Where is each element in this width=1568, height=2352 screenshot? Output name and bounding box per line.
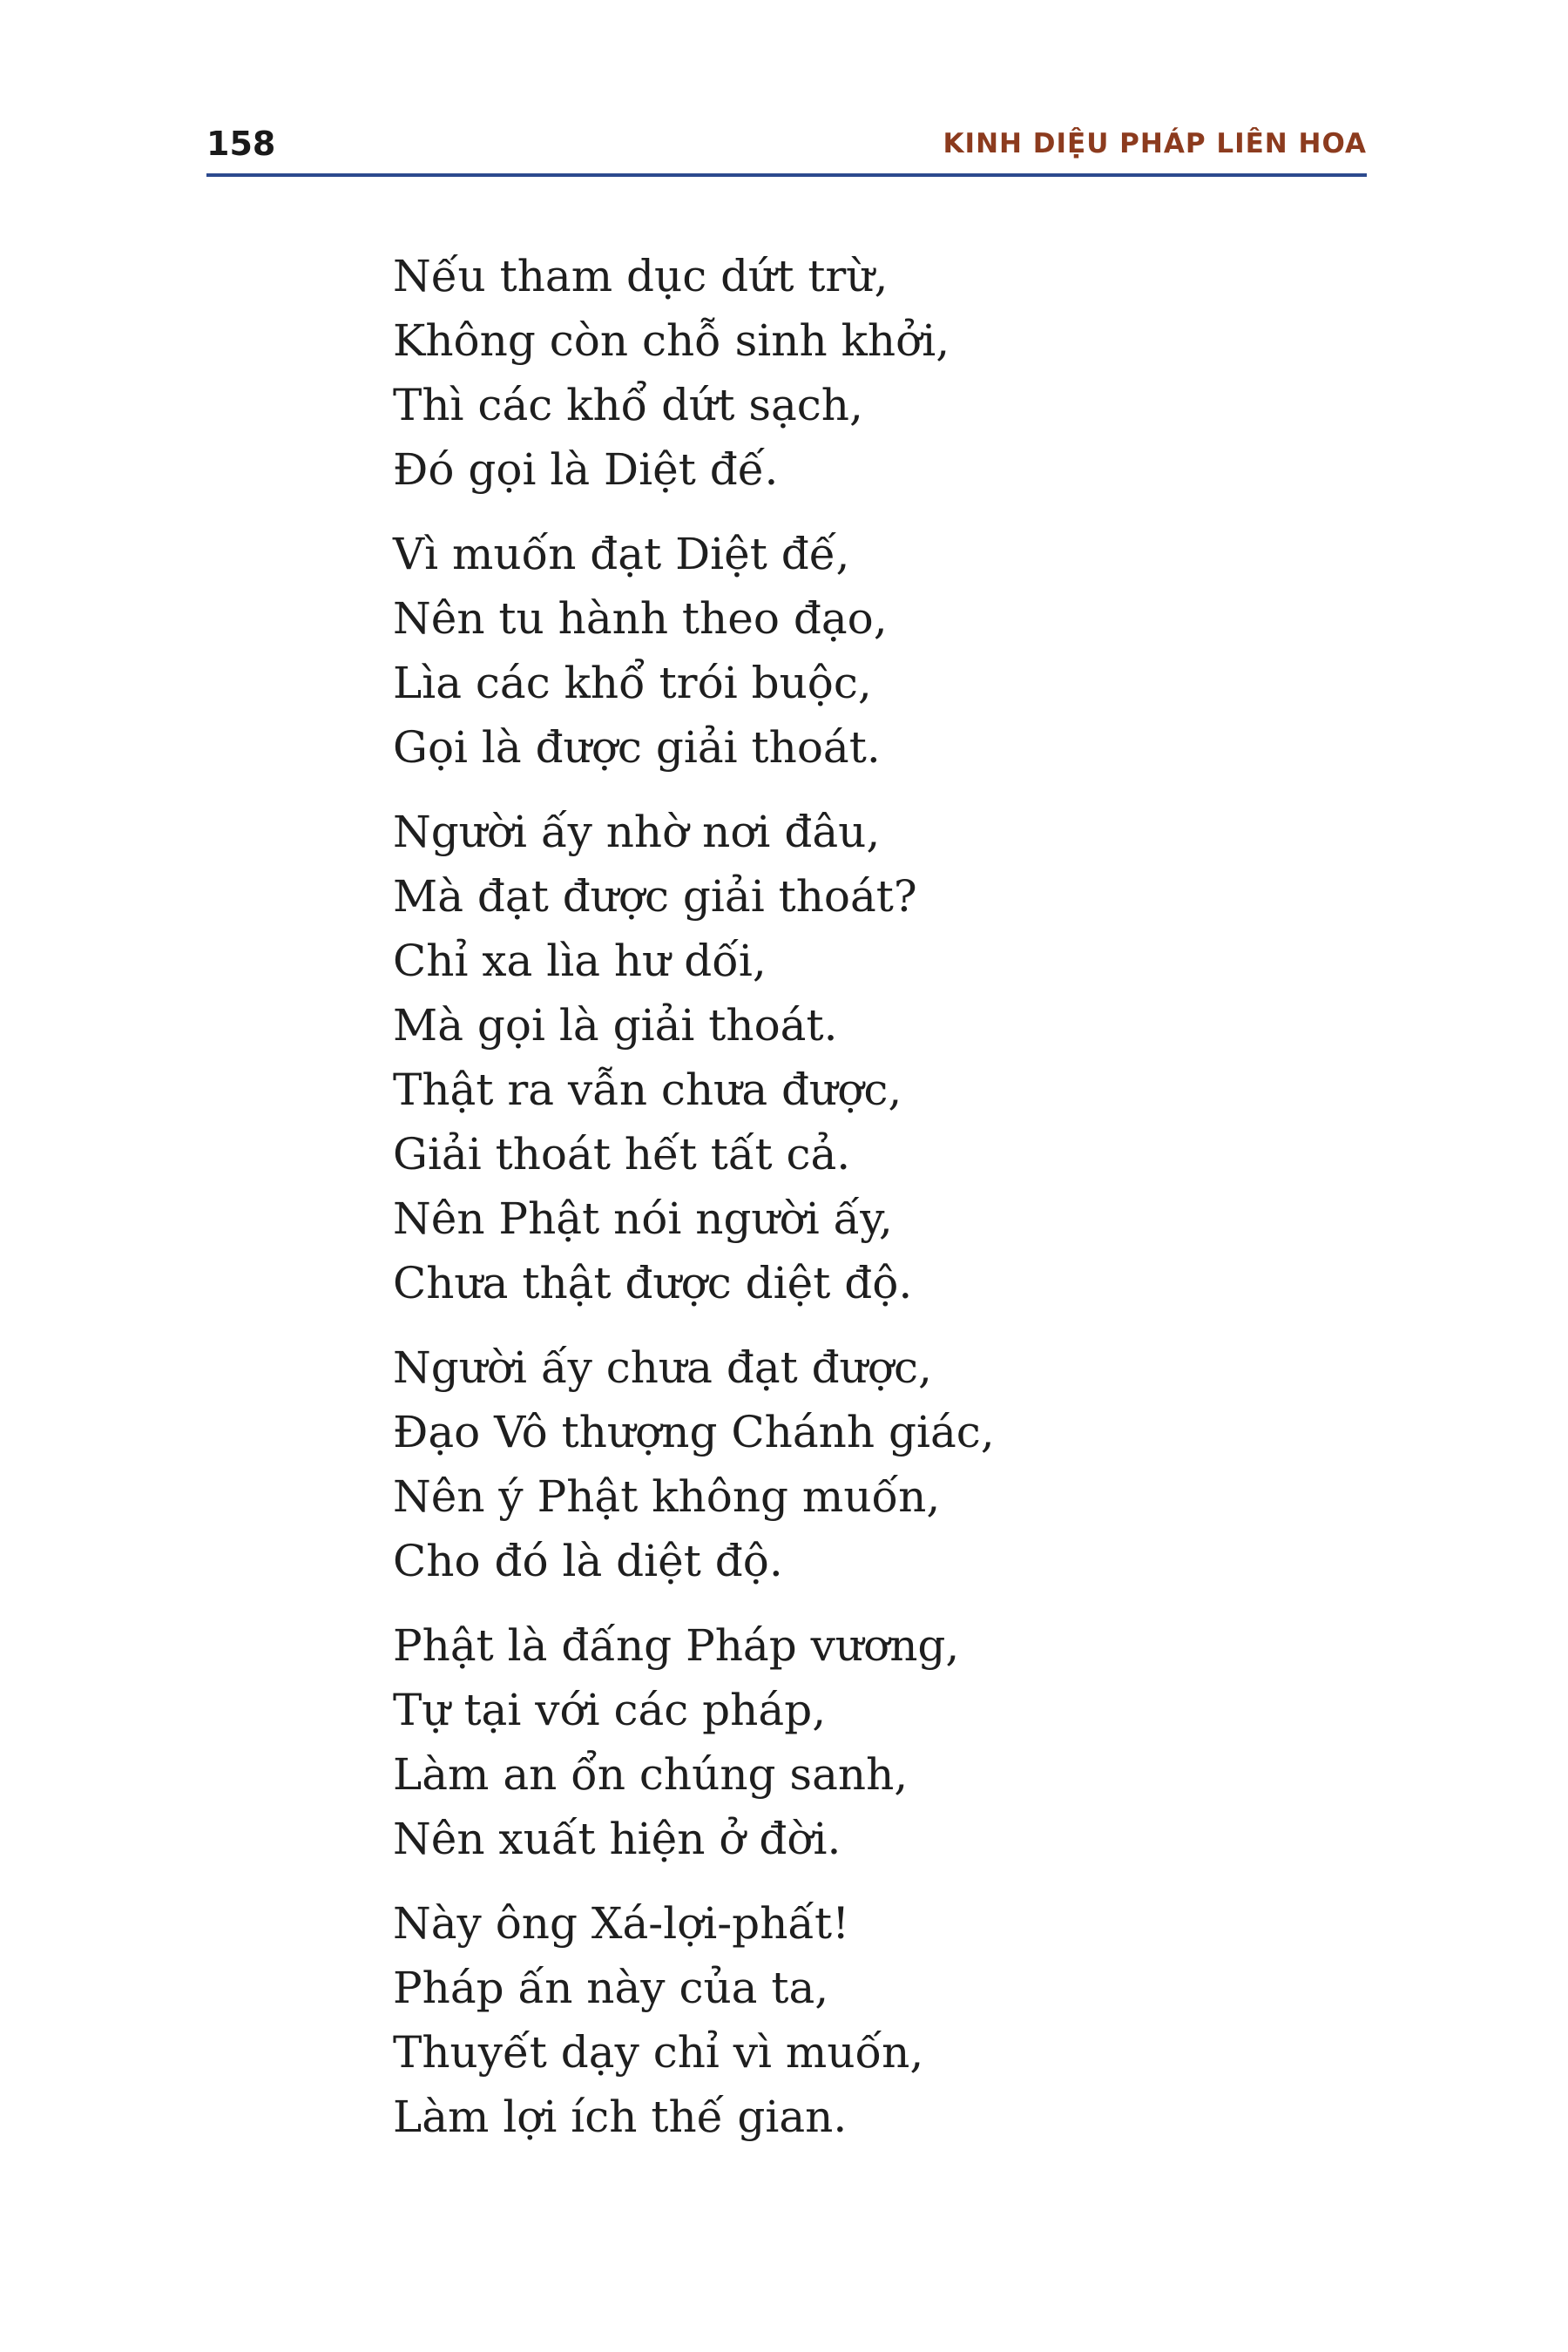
- poem-line: Lìa các khổ trói buộc,: [393, 658, 872, 708]
- stanza: [393, 1891, 1351, 2149]
- poem-line: Gọi là được giải thoát.: [393, 722, 881, 773]
- poem-line: Làm an ổn chúng sanh,: [393, 1749, 909, 1800]
- poem-line: Không còn chỗ sinh khởi,: [393, 315, 950, 366]
- header-rule: [206, 173, 1367, 177]
- stanza: [393, 800, 1351, 1315]
- page-header: [206, 122, 1367, 166]
- poem-line: Làm lợi ích thế gian.: [393, 2092, 848, 2142]
- page-number: 158: [206, 125, 276, 163]
- running-title: KINH DIỆU PHÁP LIÊN HOA: [943, 128, 1367, 159]
- poem-line: Pháp ấn này của ta,: [393, 1963, 829, 2013]
- poem-body: [393, 244, 1351, 2169]
- poem-line: Vì muốn đạt Diệt đế,: [393, 529, 850, 579]
- stanza: [393, 1335, 1351, 1593]
- poem-line: Nên ý Phật không muốn,: [393, 1471, 941, 1522]
- poem-line: Phật là đấng Pháp vương,: [393, 1620, 960, 1671]
- poem-line: Mà gọi là giải thoát.: [393, 1000, 838, 1051]
- poem-line: Mà đạt được giải thoát?: [393, 871, 917, 922]
- poem-line: Đó gọi là Diệt đế.: [393, 444, 779, 495]
- poem-line: Tự tại với các pháp,: [393, 1685, 827, 1735]
- poem-line: Thì các khổ dứt sạch,: [393, 380, 863, 430]
- poem-line: Người ấy chưa đạt được,: [393, 1342, 932, 1393]
- poem-line: Giải thoát hết tất cả.: [393, 1129, 851, 1179]
- stanza: [393, 522, 1351, 780]
- poem-line: Thuyết dạy chỉ vì muốn,: [393, 2027, 924, 2078]
- poem-line: Này ông Xá-lợi-phất!: [393, 1898, 850, 1949]
- poem-line: Người ấy nhờ nơi đâu,: [393, 807, 881, 857]
- poem-line: Nên tu hành theo đạo,: [393, 593, 888, 644]
- stanza: [393, 1613, 1351, 1871]
- poem-line: Chưa thật được diệt độ.: [393, 1258, 913, 1308]
- poem-line: Nên Phật nói người ấy,: [393, 1193, 893, 1244]
- poem-line: Nếu tham dục dứt trừ,: [393, 251, 889, 301]
- poem-line: Thật ra vẫn chưa được,: [393, 1064, 902, 1115]
- poem-line: Cho đó là diệt độ.: [393, 1536, 783, 1586]
- poem-line: Chỉ xa lìa hư dối,: [393, 936, 767, 986]
- poem-line: Đạo Vô thượng Chánh giác,: [393, 1407, 995, 1457]
- poem-line: Nên xuất hiện ở đời.: [393, 1814, 841, 1864]
- stanza: [393, 244, 1351, 502]
